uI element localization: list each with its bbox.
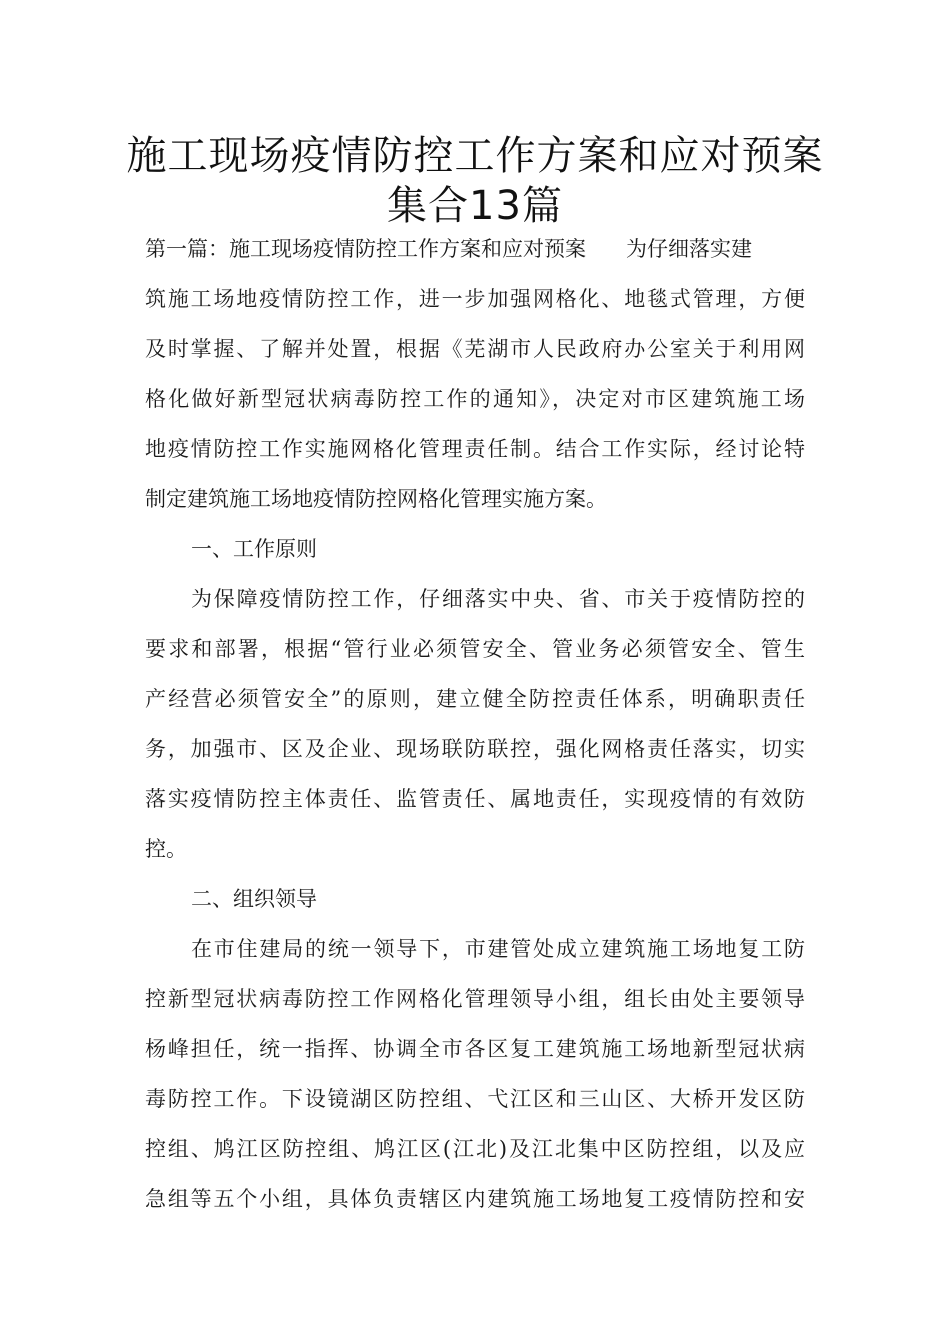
document-title-line-1: 施工现场疫情防控工作方案和应对预案 [126,133,824,179]
intro-line-1: 筑施工场地疫情防控工作，进一步加强网格化、地毯式管理，方便 [145,287,805,311]
leadership-line-1: 控新型冠状病毒防控工作网格化管理领导小组，组长由处主要领导 [145,987,805,1011]
leadership-line-2: 杨峰担任，统一指挥、协调全市各区复工建筑施工场地新型冠状病 [145,1037,805,1061]
leadership-line-3: 毒防控工作。下设镜湖区防控组、弋江区和三山区、大桥开发区防 [145,1087,805,1111]
section-heading: 第一篇：施工现场疫情防控工作方案和应对预案 [145,237,586,261]
intro-line-4: 地疫情防控工作实施网格化管理责任制。结合工作实际，经讨论特 [145,437,805,461]
leadership-line-0: 在市住建局的统一领导下，市建管处成立建筑施工场地复工防 [191,937,805,961]
intro-line-5: 制定建筑施工场地疫情防控网格化管理实施方案。 [145,487,607,511]
document-title-line-2: 集合13篇 [387,183,563,229]
leadership-line-4: 控组、鸠江区防控组、鸠江区(江北)及江北集中区防控组，以及应 [145,1137,805,1161]
principle-line-3: 务，加强市、区及企业、现场联防联控，强化网格责任落实，切实 [145,737,805,761]
principle-line-2: 产经营必须管安全”的原则，建立健全防控责任体系，明确职责任 [145,687,805,711]
principle-line-0: 为保障疫情防控工作，仔细落实中央、省、市关于疫情防控的 [191,587,805,611]
intro-line-3: 格化做好新型冠状病毒防控工作的通知》，决定对市区建筑施工场 [145,387,805,411]
principle-line-4: 落实疫情防控主体责任、监管责任、属地责任，实现疫情的有效防 [145,787,805,811]
section-heading-line [145,232,805,266]
heading-work-principles: 一、工作原则 [191,537,317,561]
principle-line-1: 要求和部署，根据“管行业必须管安全、管业务必须管安全、管生 [145,637,805,661]
intro-line-0: 为仔细落实建 [626,237,752,261]
intro-line-2: 及时掌握、了解并处置，根据《芜湖市人民政府办公室关于利用网 [145,337,805,361]
heading-organization-leadership: 二、组织领导 [191,887,317,911]
principle-line-5: 控。 [145,837,187,861]
leadership-line-5: 急组等五个小组，具体负责辖区内建筑施工场地复工疫情防控和安 [145,1187,805,1211]
